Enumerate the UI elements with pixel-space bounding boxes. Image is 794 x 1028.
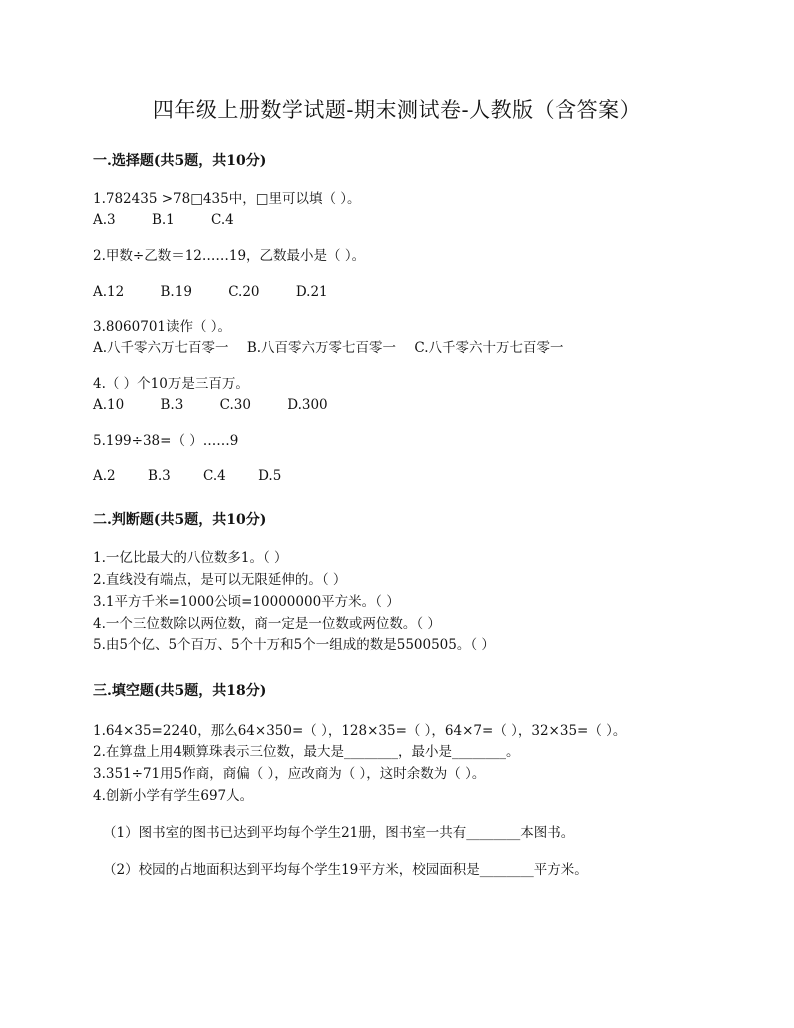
option-row [93,340,596,356]
option: A.2 [93,468,116,484]
option: B.1 [151,212,175,228]
option: C.30 [219,397,251,413]
page-title: 四年级上册数学试题-期末测试卷-人教版（含答案） [152,98,642,122]
option: C.八千零六十万七百零一 [414,340,564,356]
fill-subitem: （2）校园的占地面积达到平均每个学生19平方米，校园面积是________平方米。 [103,862,588,878]
question-text: 3.8060701读作（ ）。 [93,319,232,335]
option: D.5 [258,468,282,484]
statement-item: 5.由5个亿、5个百万、5个十万和5个一组成的数是5500505。（ ） [93,637,495,653]
section-heading-fill: 三.填空题(共5题，共18分) [93,683,267,699]
fill-item: 4.创新小学有学生697人。 [93,788,254,804]
statement-item: 2.直线没有端点，是可以无限延伸的。（ ） [93,572,347,588]
option: B.3 [160,397,184,413]
option: D.21 [295,284,328,300]
option-row [93,468,313,484]
fill-item: 1.64×35=2240，那么64×350=（ ），128×35=（ ），64×7=（ ），32×35=（ ）。 [93,723,627,739]
fill-item: 3.351÷71用5作商，商偏（ ），应改商为（ ），这时余数为（ ）。 [93,766,486,782]
section-heading-choice: 一.选择题(共5题，共10分) [93,153,267,169]
question-text: 5.199÷38=（ ）……9 [93,433,239,449]
question-text: 1.782435 >78□435中，□里可以填（ ）。 [93,191,361,207]
fill-subitem: （1）图书室的图书已达到平均每个学生21册，图书室一共有________本图书。 [103,825,575,841]
section-heading-judgment: 二.判断题(共5题，共10分) [93,512,267,528]
option: A.10 [93,397,125,413]
option: B.八百零六万零七百零一 [246,340,397,356]
option: A.12 [93,284,125,300]
option-row [93,397,360,413]
option-row [93,212,266,228]
fill-item: 2.在算盘上用4颗算珠表示三位数，最大是________，最小是________。 [93,744,520,760]
option-row [93,284,360,300]
option: B.3 [147,468,171,484]
statement-item: 1.一亿比最大的八位数多1。（ ） [93,550,288,566]
statement-item: 3.1平方千米=1000公顷=10000000平方米。（ ） [93,594,400,610]
option: C.4 [211,212,234,228]
option: D.300 [287,397,328,413]
option: C.20 [228,284,260,300]
question-text: 2.甲数÷乙数＝12……19，乙数最小是（ ）。 [93,248,366,264]
option: B.19 [160,284,192,300]
option: A.八千零六万七百零一 [93,340,229,356]
option: C.4 [203,468,226,484]
option: A.3 [93,212,116,228]
question-text: 4.（ ）个10万是三百万。 [93,376,249,392]
statement-item: 4.一个三位数除以两位数，商一定是一位数或两位数。（ ） [93,616,441,632]
